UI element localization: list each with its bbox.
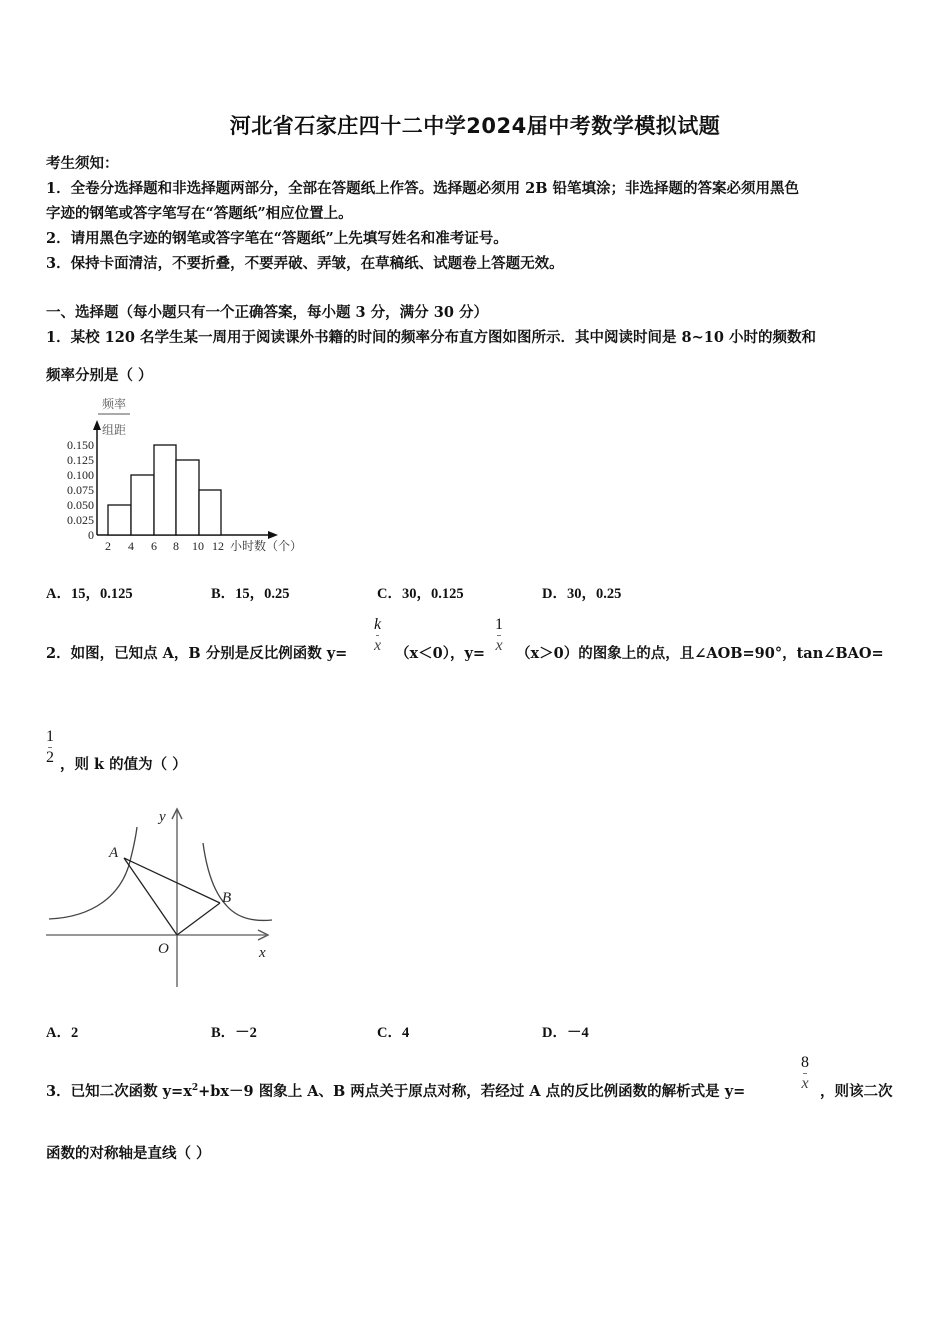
q1-stem-line2: 频率分别是（ ）	[46, 367, 153, 384]
svg-text:2: 2	[105, 539, 111, 553]
svg-text:12: 12	[212, 539, 224, 553]
notice-line-2: 字迹的钢笔或答字笔写在“答题纸”相应位置上。	[46, 205, 353, 222]
bar-10-12	[199, 490, 221, 535]
q2-figure	[44, 805, 276, 990]
svg-text:0.050: 0.050	[67, 498, 94, 512]
q1-option-d[interactable]: D．30，0.25	[542, 586, 622, 602]
histogram-ylabel-denominator: 组距	[101, 423, 127, 437]
svg-text:6: 6	[151, 539, 157, 553]
bar-2-4	[108, 505, 131, 535]
bar-4-6	[131, 475, 154, 535]
notice-heading: 考生须知：	[46, 155, 119, 172]
q3-stem-line2: 函数的对称轴是直线（ ）	[46, 1145, 211, 1162]
svg-text:0: 0	[88, 528, 94, 542]
bar-6-8	[154, 445, 176, 535]
point-a-label: A	[109, 845, 119, 861]
curve-1-over-x	[203, 843, 272, 920]
q2-option-b[interactable]: B．－2	[211, 1025, 257, 1041]
q2-option-c[interactable]: C．4	[377, 1025, 410, 1041]
q2-fraction-1-over-2: 1 2	[46, 728, 54, 766]
svg-text:4: 4	[128, 539, 134, 553]
page-title: 河北省石家庄四十二中学2024届中考数学模拟试题	[229, 114, 721, 138]
section-heading: 一、选择题（每小题只有一个正确答案，每小题 3 分，满分 30 分）	[46, 304, 488, 321]
q2-stem-part1: 2．如图，已知点 A，B 分别是反比例函数 y=	[46, 645, 348, 662]
svg-text:0.075: 0.075	[67, 483, 94, 497]
q1-option-c[interactable]: C．30，0.125	[377, 586, 464, 602]
q3-stem-line1: 3．已知二次函数 $y=x^2+bx-9$ 图象上 A、B 两点关于原点对称，若经过 A 点的反比例函数的解析式是 y=	[46, 1083, 746, 1100]
point-b-label: B	[222, 890, 232, 906]
q3-stem-part3: ，则该二次	[820, 1083, 893, 1100]
x-axis-label: x	[259, 945, 266, 961]
curve-k-over-x	[49, 827, 137, 919]
q2-stem-part4: ，则 k 的值为（ ）	[60, 756, 187, 773]
svg-text:0.125: 0.125	[67, 453, 94, 467]
q1-option-a[interactable]: A．15，0.125	[46, 586, 133, 602]
bar-8-10	[176, 460, 199, 535]
svg-text:0.025: 0.025	[67, 513, 94, 527]
notice-line-3: 2．请用黑色字迹的钢笔或答字笔在“答题纸”上先填写姓名和准考证号。	[46, 230, 508, 247]
q2-option-a[interactable]: A．2	[46, 1025, 79, 1041]
x-axis-arrow-icon	[268, 531, 278, 539]
y-axis-label: y	[159, 809, 166, 825]
q2-stem-part2: （x＜0），y=	[395, 645, 486, 662]
notice-line-1: 1．全卷分选择题和非选择题两部分，全部在答题纸上作答。选择题必须用 2B 铅笔填涂；非选择题的答案必须用黑色	[46, 180, 800, 197]
histogram-xlabel: 小时数（个）	[230, 539, 303, 553]
q2-option-d[interactable]: D．－4	[542, 1025, 589, 1041]
svg-text:10: 10	[192, 539, 204, 553]
q3-fraction-8-over-x: 8 x	[801, 1054, 809, 1092]
notice-line-4: 3．保持卡面清洁，不要折叠，不要弄破、弄皱，在草稿纸、试题卷上答题无效。	[46, 255, 564, 272]
svg-text:0.150: 0.150	[67, 438, 94, 452]
q1-option-b[interactable]: B．15，0.25	[211, 586, 290, 602]
svg-text:8: 8	[173, 539, 179, 553]
q1-stem-line1: 1．某校 120 名学生某一周用于阅读课外书籍的时间的频率分布直方图如图所示．其中阅读时间是 8~10 小时的频数和	[46, 329, 816, 346]
y-axis-arrow-icon	[93, 420, 101, 430]
q2-fraction-k-over-x: k x	[374, 616, 382, 654]
histogram-ylabel-numerator: 频率	[101, 397, 127, 411]
q1-histogram	[46, 392, 316, 562]
q2-fraction-1-over-x: 1 x	[495, 616, 503, 654]
q2-stem-part3: （x＞0）的图象上的点，且∠AOB=90°，tan∠BAO=	[516, 645, 884, 662]
svg-text:0.100: 0.100	[67, 468, 94, 482]
origin-label: O	[158, 941, 169, 957]
